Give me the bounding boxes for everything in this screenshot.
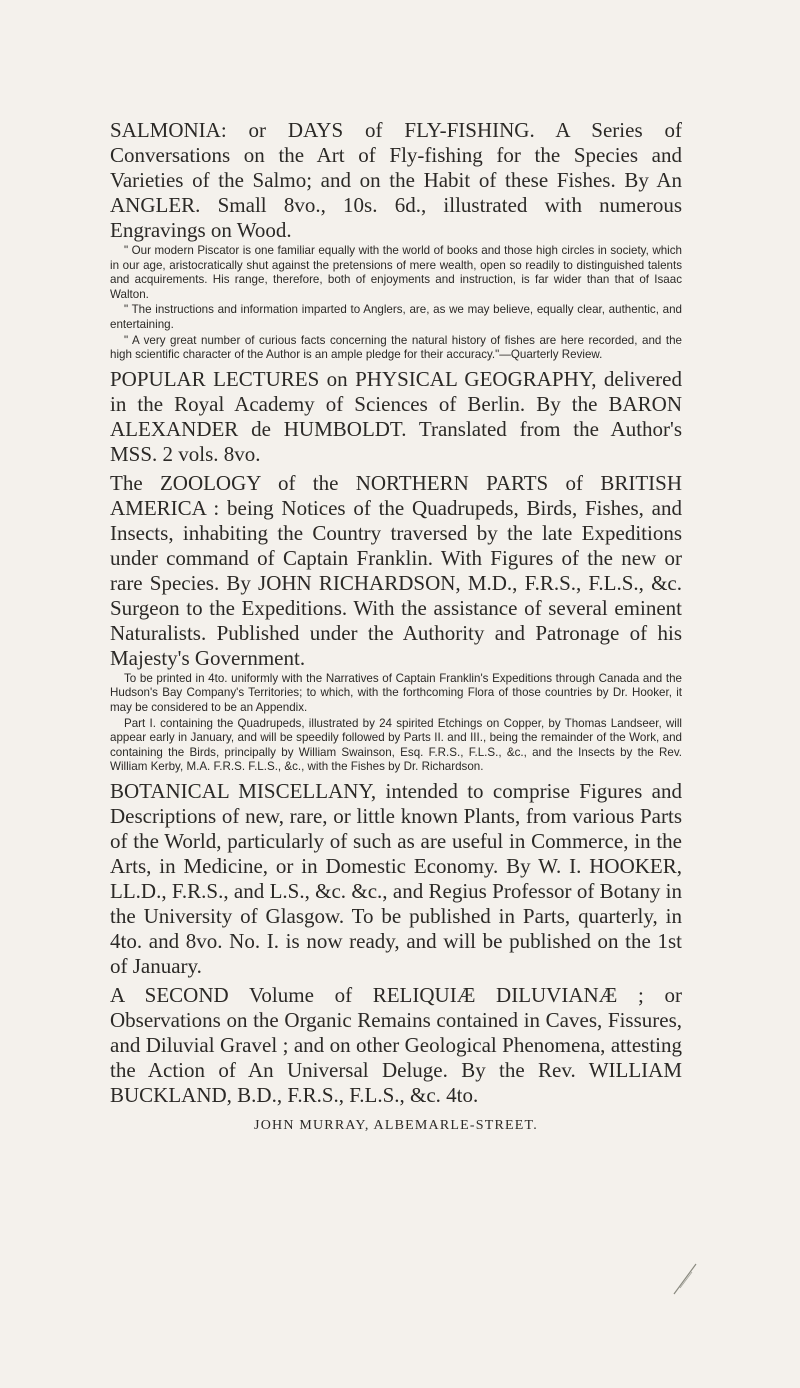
entry-heading: A SECOND Volume of RELIQUIÆ DILUVIANÆ ; or Observations on the Organic Remains contained in Caves, Fissures, and Diluvial Gravel ; and on other Geological Phenomena, attesting the Action of An Universal Deluge. By the Rev. WILLIAM BUCKLAND, B.D., F.R.S., F.L.S., &c. 4to.	[110, 982, 682, 1107]
entry-heading: POPULAR LECTURES on PHYSICAL GEOGRAPHY, delivered in the Royal Academy of Sciences of Berlin. By the BARON ALEXANDER de HUMBOLDT. Translated from the Author's MSS. 2 vols. 8vo.	[110, 366, 682, 466]
entry-salmonia	[110, 118, 682, 363]
entry-heading: The ZOOLOGY of the NORTHERN PARTS of BRITISH AMERICA : being Notices of the Quadrupeds, Birds, Fishes, and Insects, inhabiting the Country traversed by the late Expeditions under command of Captain Franklin. With Figures of the new or rare Species. By JOHN RICHARDSON, M.D., F.R.S., F.L.S., &c. Surgeon to the Expeditions. With the assistance of several eminent Naturalists. Published under the Authority and Patronage of his Majesty's Government.	[110, 470, 682, 670]
publication-note: To be printed in 4to. uniformly with the Narratives of Captain Franklin's Expeditions through Canada and the Hudson's Bay Company's Territories; to which, with the forthcoming Flora of those countries by Dr. Hooker, it may be considered to be an Appendix.	[110, 671, 682, 714]
review-quote: " The instructions and information imparted to Anglers, are, as we may believe, equally clear, authentic, and entertaining.	[110, 303, 682, 331]
entry-botanical-miscellany	[110, 779, 682, 979]
entry-heading: BOTANICAL MISCELLANY, intended to comprise Figures and Descriptions of new, rare, or little known Plants, from various Parts of the World, particularly of such as are useful in Commerce, in the Arts, in Medicine, or in Domestic Economy. By W. I. HOOKER, LL.D., F.R.S., and L.S., &c. &c., and Regius Professor of Botany in the University of Glasgow. To be published in Parts, quarterly, in 4to. and 8vo. No. I. is now ready, and will be published on the 1st of January.	[110, 778, 682, 978]
advertisement-column	[110, 118, 682, 1134]
entry-heading: SALMONIA: or DAYS of FLY-FISHING. A Series of Conversations on the Art of Fly-fishing for the Species and Varieties of the Salmo; and on the Habit of these Fishes. By An ANGLER. Small 8vo., 10s. 6d., illustrated with numerous Engravings on Wood.	[110, 118, 682, 242]
entry-reliquiae-diluvianae	[110, 983, 682, 1108]
entry-popular-lectures	[110, 367, 682, 467]
publication-note: Part I. containing the Quadrupeds, illustrated by 24 spirited Etchings on Copper, by Thomas Landseer, will appear early in January, and will be speedily followed by Parts II. and III., being the remainder of the Work, and containing the Birds, principally by William Swainson, Esq. F.R.S., F.L.S., &c., and the Insects by the Rev. William Kerby, M.A. F.R.S. F.L.S., &c., with the Fishes by Dr. Richardson.	[110, 716, 682, 774]
entry-zoology	[110, 471, 682, 775]
review-quote: " A very great number of curious facts concerning the natural history of fishes are here recorded, and the high scientific character of the Author is an ample pledge for their accuracy."—Quarterly Review.	[110, 333, 682, 362]
review-quote: " Our modern Piscator is one familiar equally with the world of books and those high circles in society, which in our age, aristocratically shut against the pretensions of mere wealth, open so readily to distinguished talents and acquirements. His range, therefore, both of enjoyments and instruction, is far wider than that of Isaac Walton.	[110, 244, 682, 301]
publisher-imprint: JOHN MURRAY, ALBEMARLE-STREET.	[254, 1117, 538, 1133]
pencil-mark-icon	[670, 1258, 700, 1298]
